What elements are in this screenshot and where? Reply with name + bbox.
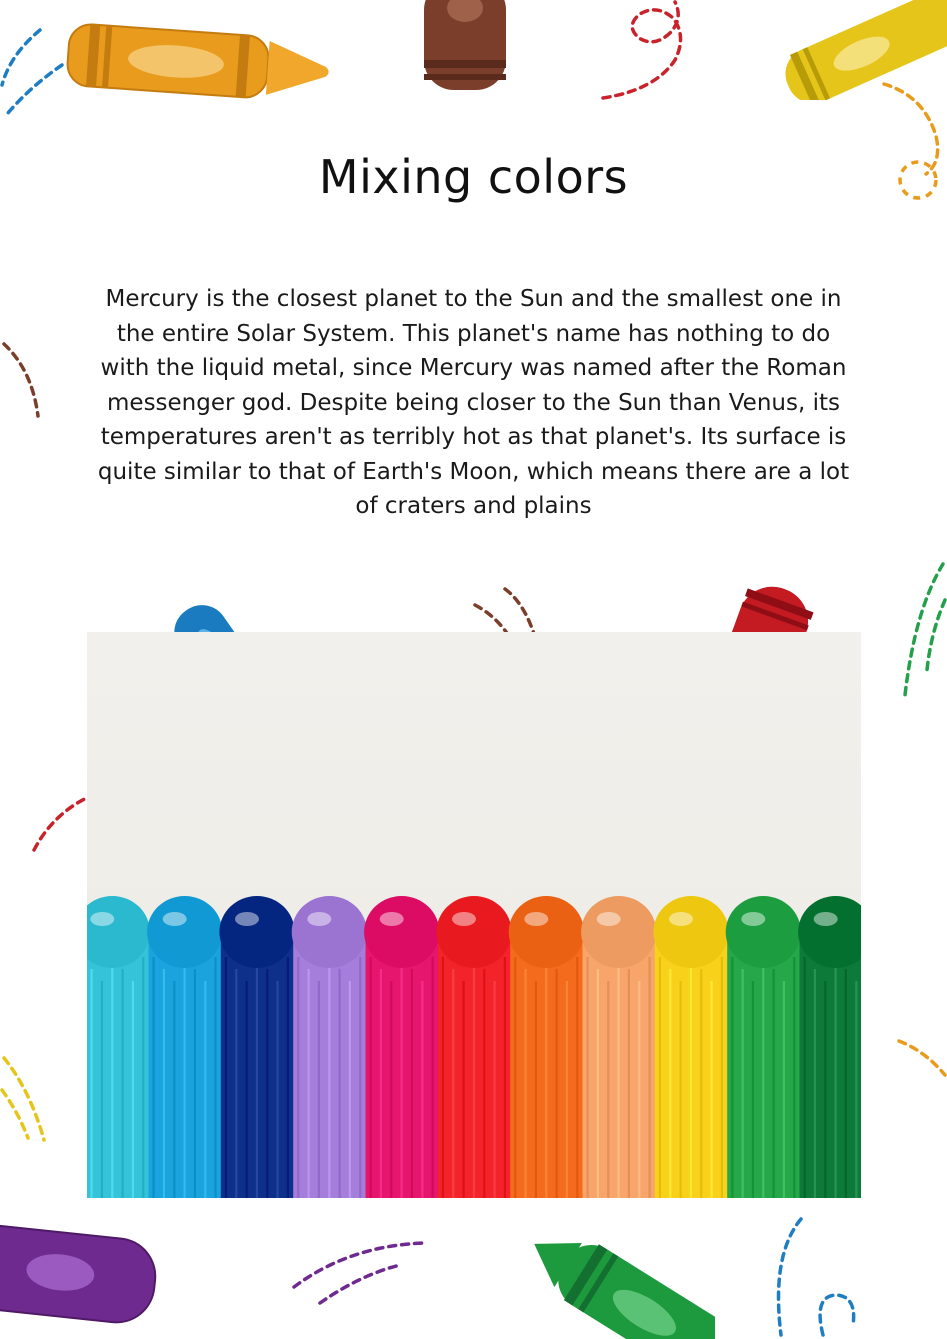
paint-strokes-photo — [87, 632, 861, 1198]
paint-texture-line — [649, 957, 651, 1198]
paint-texture-line — [204, 981, 206, 1198]
paint-texture-line — [277, 981, 279, 1198]
paint-texture-line — [721, 957, 723, 1198]
orange-crayon-icon — [58, 12, 338, 112]
paint-texture-line — [607, 981, 609, 1198]
page-title: Mixing colors — [318, 150, 629, 204]
paint-texture-line — [773, 969, 775, 1198]
blue-doodle-bottom-right-icon — [765, 1215, 860, 1339]
paint-texture-line — [483, 969, 485, 1198]
paint-texture-line — [266, 969, 268, 1198]
paint-texture-line — [390, 981, 392, 1198]
paint-blob-highlight — [90, 912, 114, 926]
paint-texture-line — [680, 981, 682, 1198]
paint-texture-line — [597, 969, 599, 1198]
paint-texture-line — [297, 957, 299, 1198]
paint-texture-line — [411, 969, 413, 1198]
paint-texture-line — [855, 981, 857, 1198]
paint-texture-line — [318, 981, 320, 1198]
paint-texture-line — [111, 957, 113, 1198]
paint-texture-line — [442, 957, 444, 1198]
brown-doodle-left-icon — [0, 340, 45, 420]
paint-texture-line — [783, 981, 785, 1198]
paint-texture-line — [525, 969, 527, 1198]
paint-texture-line — [504, 957, 506, 1198]
paint-texture-line — [142, 957, 144, 1198]
purple-doodle-bottom-icon — [290, 1235, 430, 1305]
paint-texture-line — [659, 957, 661, 1198]
paint-texture-line — [132, 981, 134, 1198]
paint-texture-line — [535, 981, 537, 1198]
paint-blob-highlight — [814, 912, 838, 926]
paint-texture-line — [618, 957, 620, 1198]
paint-texture-line — [246, 981, 248, 1198]
paint-texture-line — [370, 957, 372, 1198]
paint-texture-line — [824, 981, 826, 1198]
paint-blob — [509, 896, 584, 968]
paint-texture-line — [401, 957, 403, 1198]
paint-blob-highlight — [380, 912, 404, 926]
paint-texture-line — [184, 957, 186, 1198]
paint-texture-line — [742, 969, 744, 1198]
paint-stroke — [800, 927, 862, 1198]
paint-blob — [292, 896, 367, 968]
paint-blob — [726, 896, 801, 968]
paint-texture-line — [845, 969, 847, 1198]
paint-blob — [436, 896, 511, 968]
green-doodle-right-icon — [895, 560, 947, 700]
paint-texture-line — [494, 981, 496, 1198]
paint-texture-line — [101, 981, 103, 1198]
paint-texture-line — [421, 981, 423, 1198]
paint-texture-line — [793, 957, 795, 1198]
paint-texture-line — [194, 969, 196, 1198]
paint-texture-line — [628, 969, 630, 1198]
paint-texture-line — [700, 969, 702, 1198]
purple-crayon-icon — [0, 1215, 170, 1339]
body-paragraph: Mercury is the closest planet to the Sun and the smallest one in the entire Solar System. This planet's name has nothing to do with the liquid metal, since Mercury was named after the Roman messenger god. Despite being closer to the Sun than Venus, its temperatures aren't as terribly hot as that planet's. Its surface is quite similar to that of Earth's Moon, which means there are a lot of craters and plains — [97, 286, 850, 519]
paint-texture-line — [556, 969, 558, 1198]
paint-texture-line — [690, 957, 692, 1198]
paint-texture-line — [235, 969, 237, 1198]
paint-texture-line — [545, 957, 547, 1198]
paint-strokes-drawing — [87, 632, 861, 1198]
paint-texture-line — [91, 969, 93, 1198]
paint-texture-line — [215, 957, 217, 1198]
paint-texture-line — [473, 957, 475, 1198]
paint-blob-highlight — [307, 912, 331, 926]
paint-texture-line — [256, 957, 258, 1198]
paint-texture-line — [514, 957, 516, 1198]
paint-blob — [364, 896, 439, 968]
paint-texture-line — [835, 957, 837, 1198]
paint-blob — [653, 896, 728, 968]
paint-blob-highlight — [669, 912, 693, 926]
paint-texture-line — [638, 981, 640, 1198]
paint-texture-line — [669, 969, 671, 1198]
paint-texture-line — [349, 981, 351, 1198]
paint-texture-line — [359, 957, 361, 1198]
orange-doodle-right-icon — [895, 1035, 947, 1080]
blue-doodle-top-left-icon — [0, 25, 70, 120]
paint-blob — [219, 896, 294, 968]
paint-blob-highlight — [524, 912, 548, 926]
red-doodle-top-icon — [595, 0, 705, 105]
paint-texture-line — [576, 957, 578, 1198]
paint-texture-line — [287, 957, 289, 1198]
paint-texture-line — [173, 981, 175, 1198]
paint-texture-line — [153, 957, 155, 1198]
paint-texture-line — [328, 957, 330, 1198]
paint-blob — [581, 896, 656, 968]
paint-texture-line — [122, 969, 124, 1198]
paint-texture-line — [308, 969, 310, 1198]
paint-texture-line — [731, 957, 733, 1198]
paint-texture-line — [163, 969, 165, 1198]
paint-blob-highlight — [163, 912, 187, 926]
paint-texture-line — [804, 957, 806, 1198]
paint-blob — [147, 896, 222, 968]
green-crayon-icon — [505, 1228, 715, 1339]
paint-texture-line — [566, 981, 568, 1198]
paint-blob-highlight — [597, 912, 621, 926]
yellow-doodle-left-icon — [0, 1050, 50, 1145]
paint-blob-highlight — [235, 912, 259, 926]
paint-texture-line — [814, 969, 816, 1198]
paint-blob-highlight — [452, 912, 476, 926]
paint-texture-line — [225, 957, 227, 1198]
paint-blob-highlight — [741, 912, 765, 926]
paint-texture-line — [380, 969, 382, 1198]
paint-texture-line — [752, 981, 754, 1198]
paint-texture-line — [587, 957, 589, 1198]
paint-texture-line — [432, 957, 434, 1198]
paint-texture-line — [452, 969, 454, 1198]
paint-texture-line — [339, 969, 341, 1198]
paint-texture-line — [762, 957, 764, 1198]
paint-texture-line — [711, 981, 713, 1198]
paint-texture-line — [463, 981, 465, 1198]
brown-crayon-icon — [420, 0, 510, 100]
